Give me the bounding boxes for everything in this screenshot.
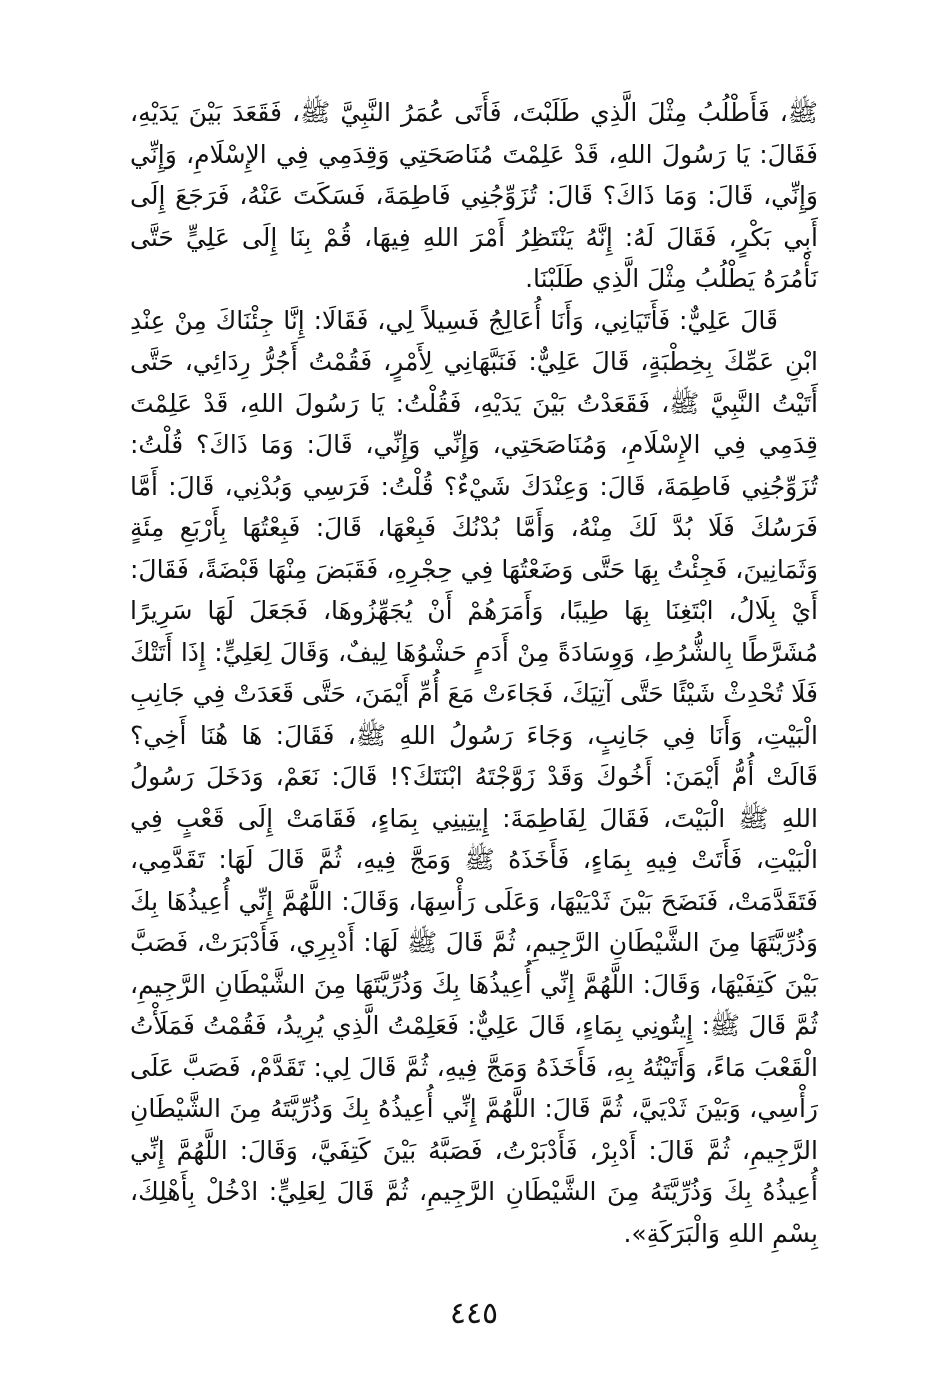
page-number: ٤٤٥ [449,1296,499,1331]
paragraph-2: قَالَ عَلِيٌّ: فَأَتَيَانِي، وَأَنَا أُعَالِجُ فَسِيلاً لِي، فَقَالَا: إِنَّا جِئْنَاكَ مِنْ عِنْدِ ابْنِ عَمِّكَ بِخِطْبَةٍ، قَالَ عَلِيٌّ: فَنَبَّهَانِي لِأَمْرٍ، فَقُمْتُ أَجُرُّ رِدَائِي، حَتَّى أَتَيْتُ النَّبِيَّ ﷺ، فَقَعَدْتُ بَيْنَ يَدَيْهِ، فَقُلْتُ: يَا رَسُولَ اللهِ، قَدْ عَلِمْتَ قِدَمِي فِي الإِسْلَامِ، وَمُنَاصَحَتِي، وَإِنِّي وَإِنِّي، قَالَ: وَمَا ذَاكَ؟ قُلْتُ: تُزَوِّجُنِي فَاطِمَةَ، قَالَ: وَعِنْدَكَ شَيْءٌ؟ قُلْتُ: فَرَسِي وَبُدْنِي، قَالَ: أَمَّا فَرَسُكَ فَلَا بُدَّ لَكَ مِنْهُ، وَأَمَّا بُدْنُكَ فَبِعْهَا، قَالَ: فَبِعْتُهَا بِأَرْبَعِ مِئَةٍ وَثَمَانِينَ، فَجِئْتُ بِهَا حَتَّى وَضَعْتُهَا فِي حِجْرِهِ، فَقَبَضَ مِنْهَا قَبْضَةً، فَقَالَ: أَيْ بِلَالُ، ابْتَغِنَا بِهَا طِيبًا، وَأَمَرَهُمْ أَنْ يُجَهِّزُوهَا، فَجَعَلَ لَهَا سَرِيرًا مُشَرَّطًا بِالشُّرُطِ، وَوِسَادَةً مِنْ أَدَمٍ حَشْوُهَا لِيفٌ، وَقَالَ لِعَلِيٍّ: إِذَا أَتَتْكَ فَلَا تُحْدِثْ شَيْئًا حَتَّى آتِيَكَ، فَجَاءَتْ مَعَ أُمِّ أَيْمَنَ، حَتَّى قَعَدَتْ فِي جَانِبِ الْبَيْتِ، وَأَنَا فِي جَانِبٍ، وَجَاءَ رَسُولُ اللهِ ﷺ، فَقَالَ: هَا هُنَا أَخِي؟ قَالَتْ أُمُّ أَيْمَنَ: أَخُوكَ وَقَدْ زَوَّجْتَهُ ابْنَتَكَ؟! قَالَ: نَعَمْ، وَدَخَلَ رَسُولُ اللهِ ﷺ الْبَيْتَ، فَقَالَ لِفَاطِمَةَ: إِيتِينِي بِمَاءٍ، فَقَامَتْ إِلَى قَعْبٍ فِي الْبَيْتِ، فَأَتَتْ فِيهِ بِمَاءٍ، فَأَخَذَهُ ﷺ وَمَجَّ فِيهِ، ثُمَّ قَالَ لَهَا: تَقَدَّمِي، فَتَقَدَّمَتْ، فَنَضَحَ بَيْنَ ثَدْيَيْهَا، وَعَلَى رَأْسِهَا، وَقَالَ: اللَّهُمَّ إِنِّي أُعِيذُهَا بِكَ وَذُرِّيَّتَهَا مِنَ الشَّيْطَانِ الرَّجِيمِ، ثُمَّ قَالَ ﷺ لَهَا: أَدْبِرِي، فَأَدْبَرَتْ، فَصَبَّ بَيْنَ كَتِفَيْهَا، وَقَالَ: اللَّهُمَّ إِنِّي أُعِيذُهَا بِكَ وَذُرِّيَّتَهَا مِنَ الشَّيْطَانِ الرَّجِيمِ، ثُمَّ قَالَ ﷺ: إِيتُونِي بِمَاءٍ، قَالَ عَلِيٌّ: فَعَلِمْتُ الَّذِي يُرِيدُ، فَقُمْتُ فَمَلَأْتُ الْقَعْبَ مَاءً، وَأَتَيْتُهُ بِهِ، فَأَخَذَهُ وَمَجَّ فِيهِ، ثُمَّ قَالَ لِي: تَقَدَّمْ، فَصَبَّ عَلَى رَأْسِي، وَبَيْنَ ثَدْيَيَّ، ثُمَّ قَالَ: اللَّهُمَّ إِنِّي أُعِيذُهُ بِكَ وَذُرِّيَّتَهُ مِنَ الشَّيْطَانِ الرَّجِيمِ، ثُمَّ قَالَ: أَدْبِرْ، فَأَدْبَرْتُ، فَصَبَّهُ بَيْنَ كَتِفَيَّ، وَقَالَ: اللَّهُمَّ إِنِّي أُعِيذُهُ بِكَ وَذُرِّيَّتَهُ مِنَ الشَّيْطَانِ الرَّجِيمِ، ثُمَّ قَالَ لِعَلِيٍّ: ادْخُلْ بِأَهْلِكَ، بِسْمِ اللهِ وَالْبَرَكَةِ». [130,305,818,1248]
paragraph-1: ﷺ، فَأَطْلُبُ مِثْلَ الَّذِي طَلَبْتَ، فَأَتَى عُمَرُ النَّبِيَّ ﷺ، فَقَعَدَ بَيْنَ يَدَيْهِ، فَقَالَ: يَا رَسُولَ اللهِ، قَدْ عَلِمْتَ مُنَاصَحَتِي وَقِدَمِي فِي الإِسْلَامِ، وَإِنِّي وَإِنِّي، قَالَ: وَمَا ذَاكَ؟ قَالَ: تُزَوِّجُنِي فَاطِمَةَ، فَسَكَتَ عَنْهُ، فَرَجَعَ إِلَى أَبِي بَكْرٍ، فَقَالَ لَهُ: إِنَّهُ يَنْتَظِرُ أَمْرَ اللهِ فِيهَا، قُمْ بِنَا إِلَى عَلِيٍّ حَتَّى نَأْمُرَهُ يَطْلُبُ مِثْلَ الَّذِي طَلَبْنَا. [130,98,818,293]
page-body [130,92,818,1262]
